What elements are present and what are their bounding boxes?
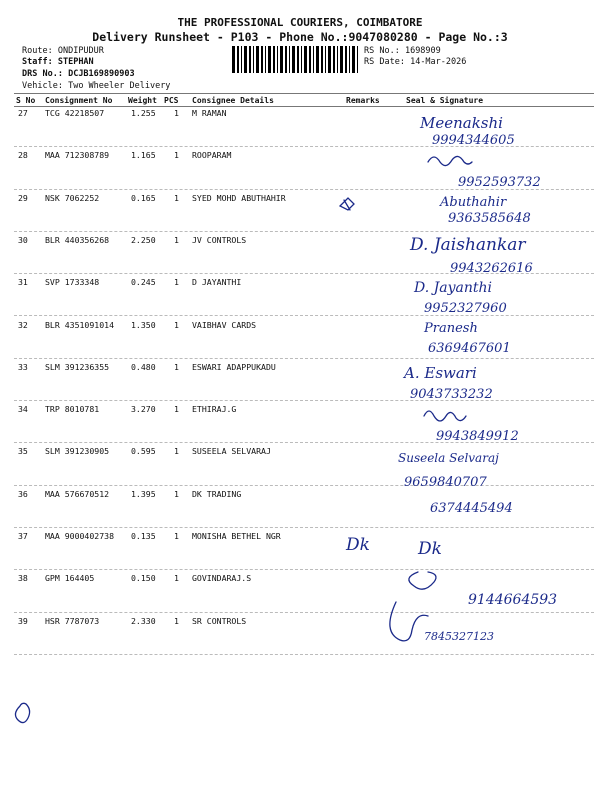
row-pcs: 1 (174, 234, 179, 245)
row-pcs: 1 (174, 446, 179, 457)
drs-label: DRS No.: (22, 69, 63, 79)
row-sno: 35 (18, 446, 28, 457)
row-consignment: BLR 4351091014 (45, 319, 115, 330)
row-sno: 29 (18, 192, 28, 203)
col-seal: Seal & Signature (406, 96, 484, 105)
row-pcs: 1 (174, 615, 179, 626)
signature-scribble (390, 602, 428, 641)
signature-scribble (428, 156, 472, 165)
row-pcs: 1 (174, 404, 179, 415)
col-consignment: Consignment No (45, 96, 113, 105)
rs-date-label: RS Date: (364, 57, 405, 67)
signature-text: A. Eswari (404, 364, 477, 382)
row-pcs: 1 (174, 531, 179, 541)
row-sno: 32 (18, 319, 28, 330)
staff-label: Staff: (22, 57, 53, 67)
page-title: THE PROFESSIONAL COURIERS, COIMBATORE (177, 16, 423, 29)
row-sno: 33 (18, 361, 28, 372)
signature-scribble (409, 572, 436, 589)
row-weight: 1.255 (131, 108, 156, 118)
signature-text: Pranesh (424, 321, 478, 336)
row-sno: 36 (18, 488, 28, 499)
row-pcs: 1 (174, 361, 179, 372)
signature-text: Suseela Selvaraj (398, 451, 499, 465)
vehicle-value: Two Wheeler Delivery (68, 81, 171, 91)
row-consignment: HSR 7787073 (45, 615, 100, 626)
row-consignee: ETHIRAJ.G (192, 404, 237, 415)
row-consignee: D JAYANTHI (192, 277, 242, 288)
vehicle-label: Vehicle: (22, 81, 63, 91)
row-consignment: TRP 8010781 (45, 404, 100, 415)
row-consignment: SLM 391230905 (45, 446, 110, 457)
row-pcs: 1 (174, 108, 179, 118)
row-weight: 0.595 (131, 446, 156, 457)
row-consignment: BLR 440356268 (45, 234, 110, 245)
row-consignee: ESWARI ADAPPUKADU (192, 361, 276, 372)
row-weight: 3.270 (131, 404, 156, 415)
row-weight: 0.480 (131, 361, 156, 372)
row-sno: 38 (18, 573, 28, 584)
route-value: ONDIPUDUR (57, 46, 104, 56)
row-sno: 39 (18, 615, 28, 626)
signature-text: 6369467601 (428, 341, 511, 356)
row-sno: 30 (18, 234, 28, 245)
row-consignment: NSK 7062252 (45, 192, 100, 203)
signature-text: 9952593732 (458, 175, 541, 190)
row-pcs: 1 (174, 488, 179, 499)
col-pcs: PCS (164, 96, 179, 105)
col-remarks: Remarks (346, 96, 380, 105)
row-consignee: DK TRADING (192, 488, 242, 499)
signature-text: 9943849912 (436, 429, 519, 444)
row-pcs: 1 (174, 319, 179, 330)
row-weight: 0.135 (131, 531, 156, 541)
page-subtitle: Delivery Runsheet - P103 - Phone No.:9047080280 - Page No.:3 (92, 30, 508, 44)
row-sno: 27 (18, 108, 28, 118)
row-pcs: 1 (174, 277, 179, 288)
row-consignment: MAA 712308789 (45, 150, 110, 161)
rs-no-label: RS No.: (364, 46, 400, 56)
row-sno: 34 (18, 404, 28, 415)
col-consignee: Consignee Details (192, 96, 274, 105)
row-weight: 2.330 (131, 615, 156, 626)
row-consignment: MAA 9000402738 (45, 531, 115, 541)
row-weight: 2.250 (131, 234, 156, 245)
row-consignment: MAA 576670512 (45, 488, 110, 499)
rs-date-value: 14-Mar-2026 (410, 57, 467, 67)
signature-text: Meenakshi (420, 114, 503, 132)
row-weight: 0.165 (131, 192, 156, 203)
row-sno: 28 (18, 150, 28, 161)
signature-text: 9043733232 (410, 387, 493, 402)
row-weight: 1.165 (131, 150, 156, 161)
row-consignment: SLM 391236355 (45, 361, 110, 372)
row-consignee: VAIBHAV CARDS (192, 319, 257, 330)
route-label: Route: (22, 46, 53, 56)
row-consignment: SVP 1733348 (45, 277, 100, 288)
remark-stamp (340, 198, 354, 210)
signature-text: 9943262616 (450, 261, 533, 276)
row-consignee: M RAMAN (192, 108, 227, 118)
row-pcs: 1 (174, 573, 179, 584)
page-mark (15, 703, 29, 722)
rs-no-value: 1698909 (404, 46, 441, 56)
row-consignee: GOVINDARAJ.S (192, 573, 252, 584)
row-consignment: TCG 42218507 (45, 108, 105, 118)
remark-signature: Dk (346, 535, 370, 555)
row-consignment: GPM 164405 (45, 573, 95, 584)
signature-text: 9659840707 (404, 475, 487, 490)
row-weight: 0.245 (131, 277, 156, 288)
signature-text: 9952327960 (424, 301, 507, 316)
row-consignee: SYED MOHD ABUTHAHIR (192, 192, 286, 203)
row-consignee: MONISHA BETHEL NGR (192, 531, 281, 541)
drs-value: DCJB169890903 (68, 69, 135, 79)
signature-text: 9144664593 (468, 592, 558, 608)
signature-text: 9363585648 (448, 211, 531, 226)
col-sno: S No (16, 96, 36, 105)
signature-text: Dk (418, 539, 442, 559)
col-weight: Weight (128, 96, 157, 105)
staff-value: STEPHAN (57, 57, 94, 67)
signature-scribble (424, 411, 466, 421)
row-weight: 1.395 (131, 488, 156, 499)
row-consignee: ROOPARAM (192, 150, 232, 161)
signature-text: 9994344605 (432, 133, 515, 148)
signature-text: D. Jaishankar (410, 235, 526, 255)
signature-text: D. Jayanthi (414, 280, 492, 296)
row-weight: 1.350 (131, 319, 156, 330)
signature-text: 7845327123 (424, 630, 494, 643)
row-sno: 31 (18, 277, 28, 288)
row-consignee: SUSEELA SELVARAJ (192, 446, 271, 457)
row-sno: 37 (18, 531, 28, 541)
row-pcs: 1 (174, 150, 179, 161)
signature-text: Abuthahir (440, 195, 507, 210)
row-pcs: 1 (174, 192, 179, 203)
row-consignee: SR CONTROLS (192, 615, 247, 626)
signature-text: 6374445494 (430, 501, 513, 516)
row-weight: 0.150 (131, 573, 156, 584)
row-consignee: JV CONTROLS (192, 234, 247, 245)
